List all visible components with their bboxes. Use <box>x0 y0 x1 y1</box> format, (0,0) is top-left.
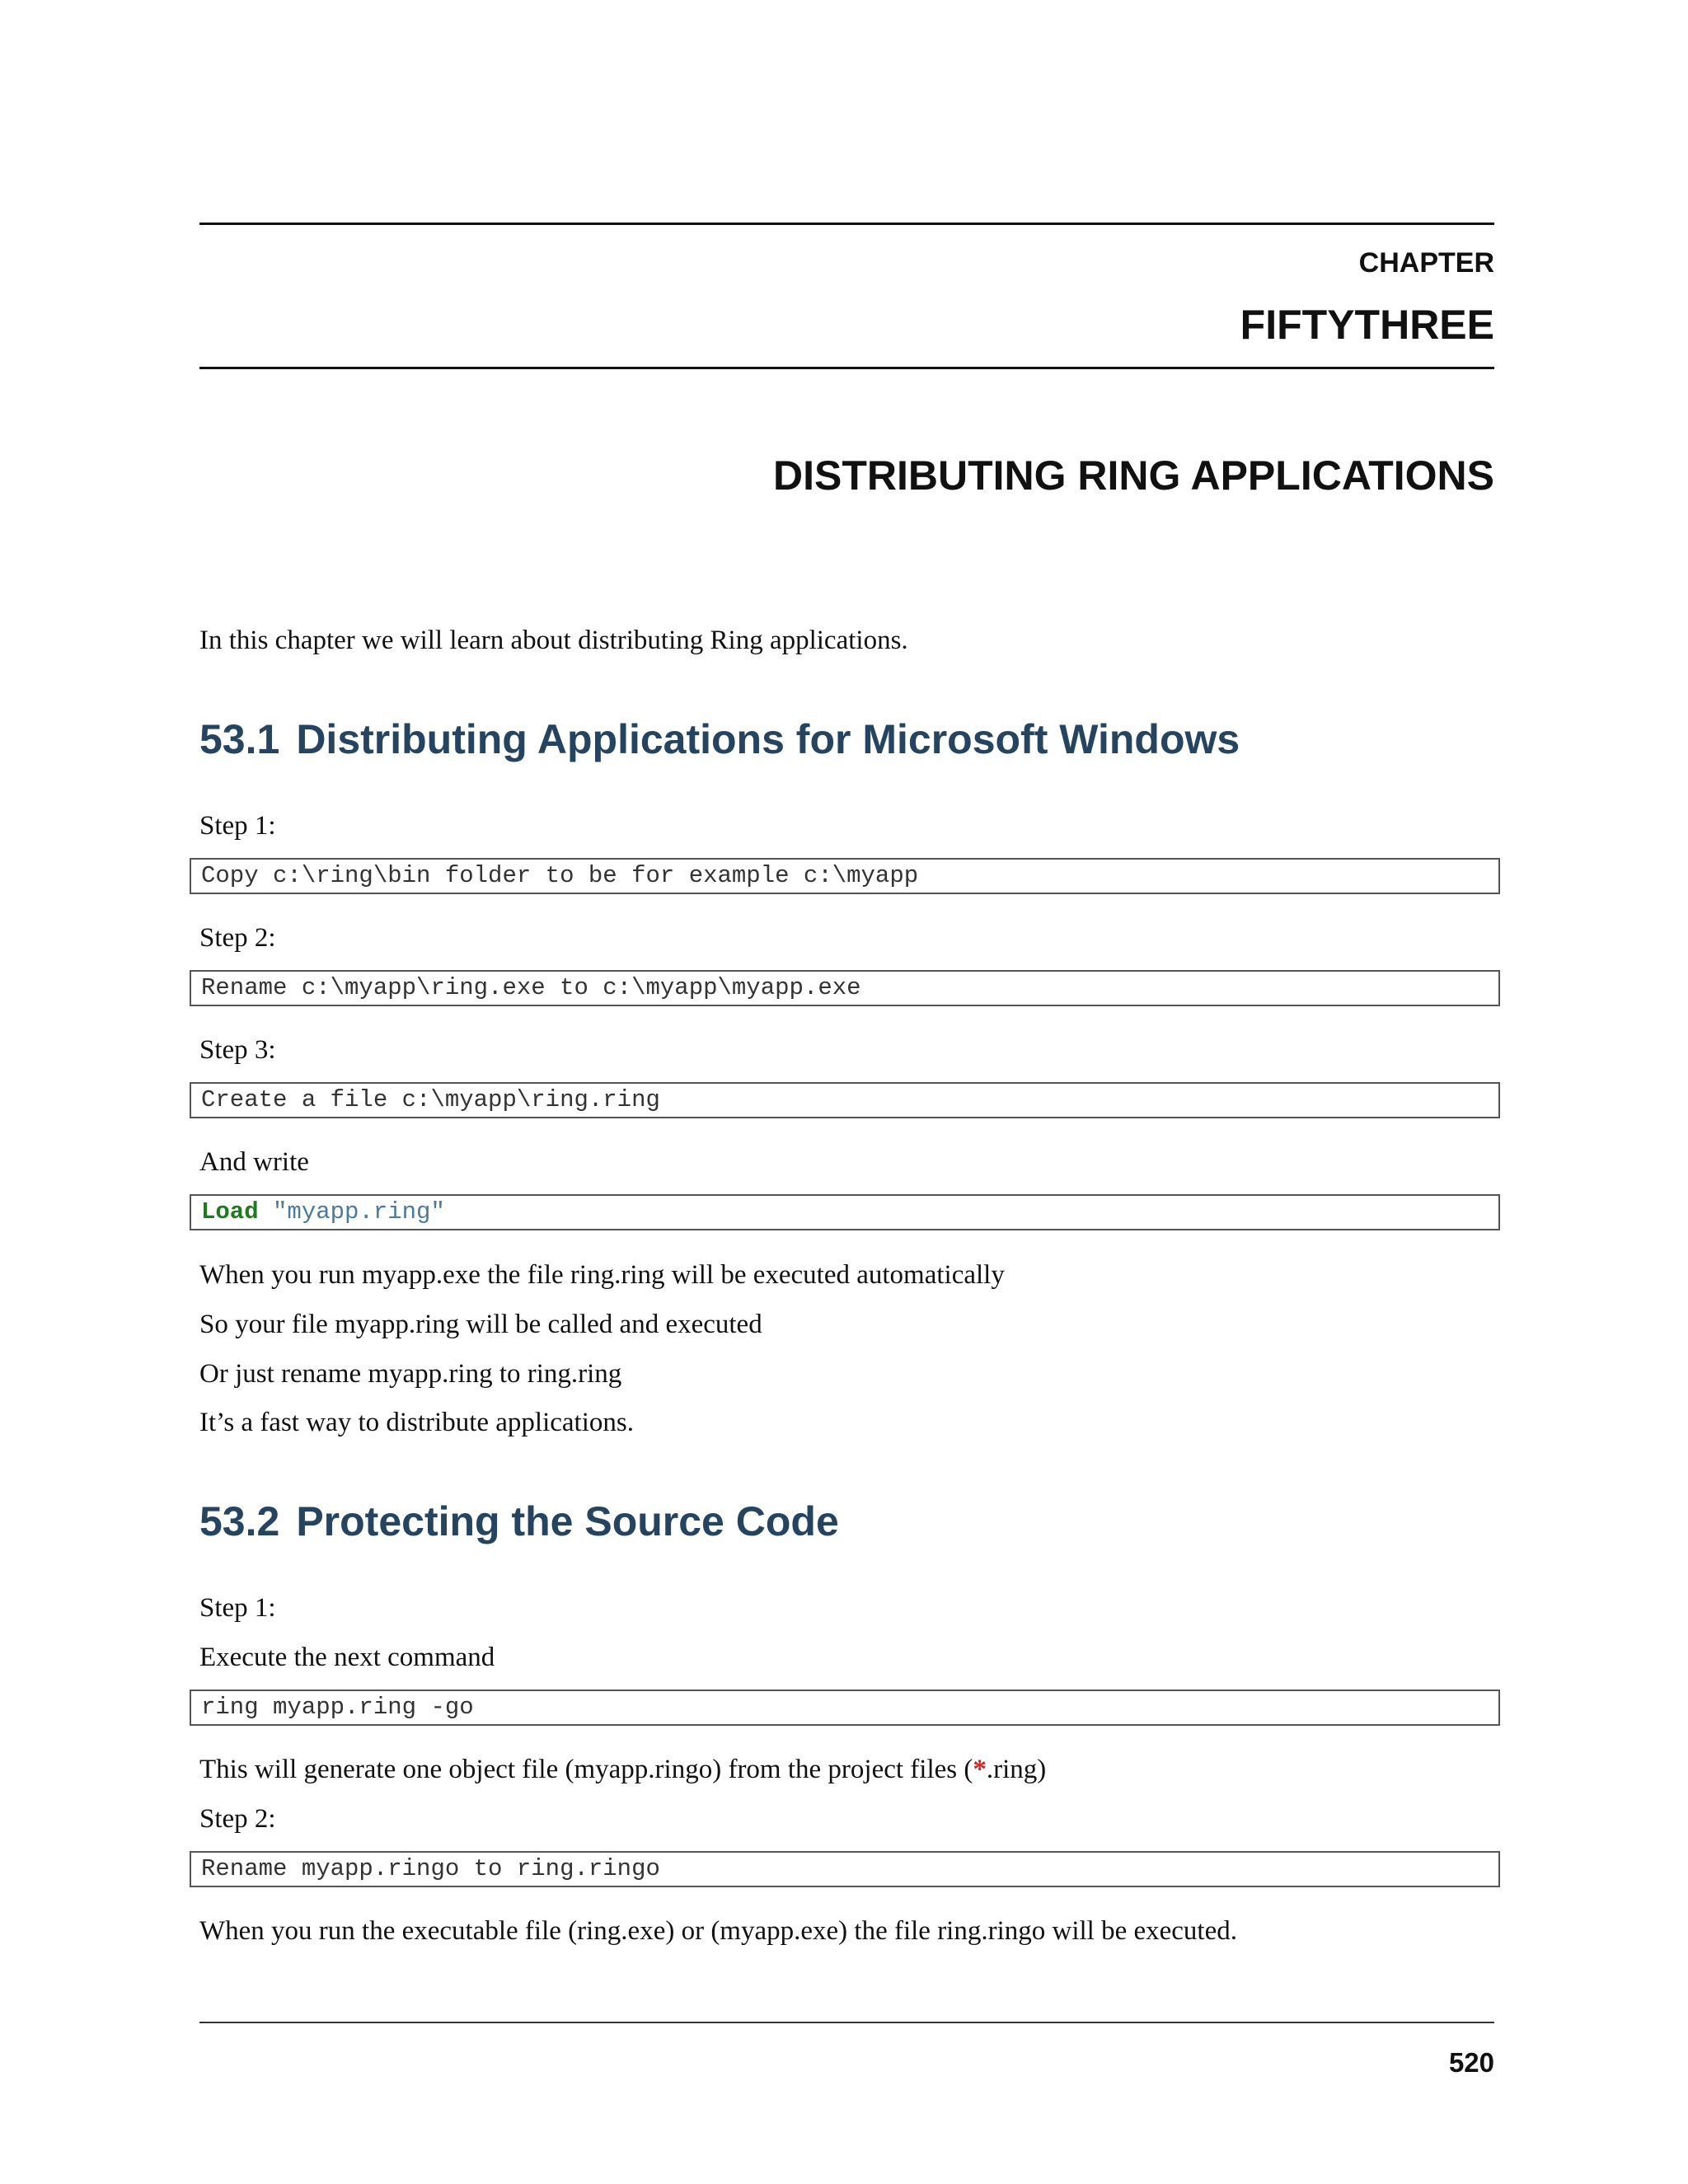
code-keyword: Load <box>201 1198 259 1226</box>
step-label: Step 2: <box>199 1804 276 1834</box>
section-number: 53.1 <box>199 716 280 762</box>
section-heading-53-1 <box>199 715 1240 763</box>
code-block-command: ring myapp.ring -go <box>190 1690 1500 1726</box>
section-number: 53.2 <box>199 1498 280 1544</box>
generate-text <box>199 1753 1046 1786</box>
code-block-load <box>190 1194 1500 1230</box>
wildcard-star: * <box>973 1755 987 1784</box>
generate-text-end: .ring) <box>986 1755 1047 1784</box>
body-line: So your file myapp.ring will be called and executed <box>199 1310 762 1339</box>
body-line: It’s a fast way to distribute applications. <box>199 1408 634 1437</box>
body-line: Or just rename myapp.ring to ring.ring <box>199 1359 622 1389</box>
execute-text: Execute the next command <box>199 1643 495 1672</box>
code-block-rename: Rename c:\myapp\ring.exe to c:\myapp\myapp.exe <box>190 970 1500 1006</box>
chapter-bottom-rule <box>199 367 1494 369</box>
page-number: 520 <box>1448 2047 1494 2078</box>
section-title: Distributing Applications for Microsoft Windows <box>296 716 1240 762</box>
code-string: "myapp.ring" <box>273 1198 445 1226</box>
code-block-rename-ringo: Rename myapp.ringo to ring.ringo <box>190 1851 1500 1887</box>
chapter-top-rule <box>199 223 1494 225</box>
chapter-title: DISTRIBUTING RING APPLICATIONS <box>773 452 1494 499</box>
section-title: Protecting the Source Code <box>296 1498 839 1544</box>
section-heading-53-2 <box>199 1497 839 1545</box>
code-block-copy: Copy c:\ring\bin folder to be for example c:\myapp <box>190 858 1500 894</box>
and-write-text: And write <box>199 1147 309 1177</box>
body-line: When you run myapp.exe the file ring.ring will be executed automatically <box>199 1260 1005 1290</box>
code-block-create: Create a file c:\myapp\ring.ring <box>190 1082 1500 1118</box>
generate-text-start: This will generate one object file (myapp.ringo) from the project files ( <box>199 1755 973 1784</box>
footer-rule <box>199 2022 1494 2023</box>
step-label: Step 3: <box>199 1035 276 1065</box>
step-label: Step 1: <box>199 811 276 841</box>
chapter-number: FIFTYTHREE <box>1240 302 1494 348</box>
intro-paragraph: In this chapter we will learn about distributing Ring applications. <box>199 626 908 655</box>
step-label: Step 2: <box>199 923 276 953</box>
step-label: Step 1: <box>199 1593 276 1623</box>
chapter-label: CHAPTER <box>1358 247 1494 279</box>
final-paragraph: When you run the executable file (ring.exe) or (myapp.exe) the file ring.ringo will be executed. <box>199 1916 1237 1946</box>
